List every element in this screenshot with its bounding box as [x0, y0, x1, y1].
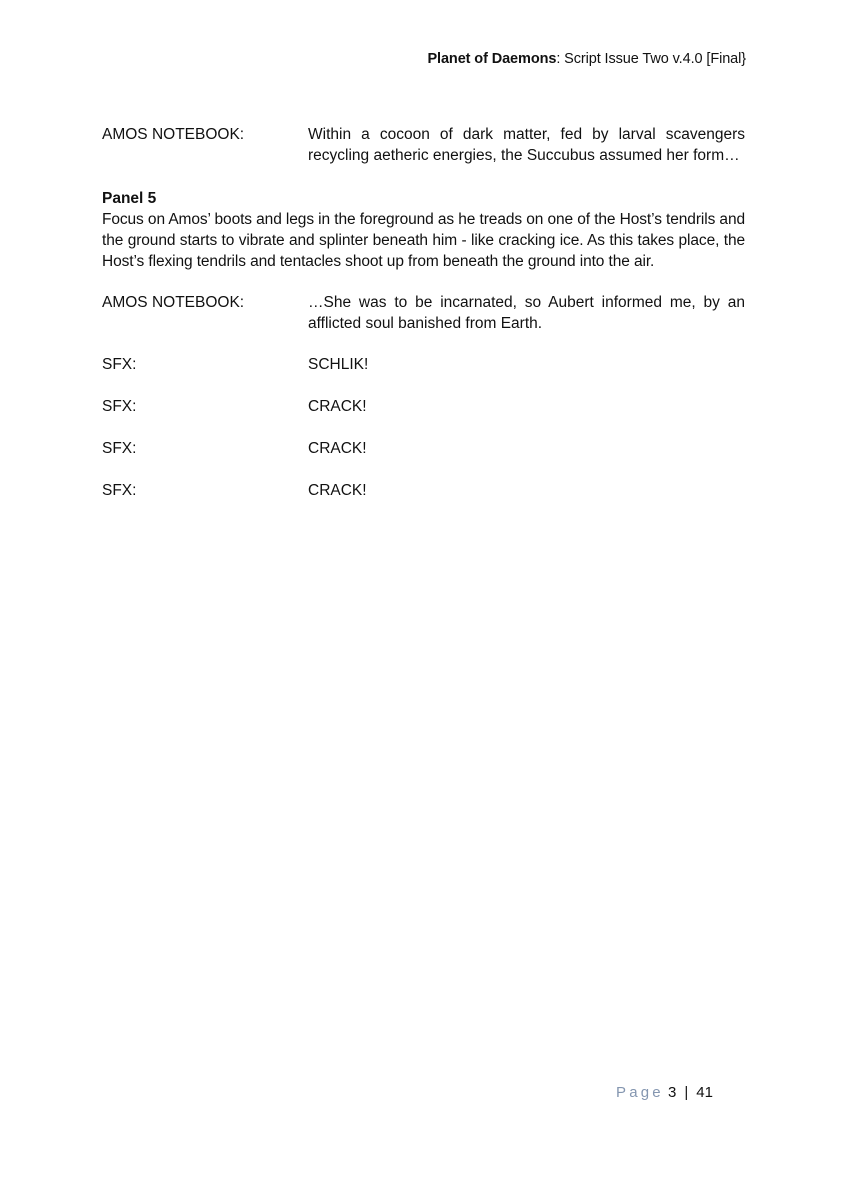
sfx-text: CRACK! — [308, 482, 367, 499]
document-title: Planet of Daemons — [427, 51, 557, 67]
sfx-row — [102, 354, 745, 375]
dialogue-row — [102, 124, 745, 166]
sfx-text: CRACK! — [308, 440, 367, 457]
sfx-row — [102, 396, 745, 417]
page-header — [427, 51, 746, 67]
page-number: 3 — [668, 1084, 677, 1101]
page-separator: | — [684, 1084, 689, 1101]
sfx-label: SFX: — [102, 440, 137, 457]
dialogue-row — [102, 292, 745, 334]
total-pages: 41 — [696, 1084, 713, 1101]
sfx-text: CRACK! — [308, 398, 367, 415]
script-body — [102, 124, 745, 501]
sfx-row — [102, 438, 745, 459]
panel-description: Focus on Amos’ boots and legs in the foreground as he treads on one of the Host’s tendrils and the ground starts to vibrate and splinter beneath him - like cracking ice. As this takes place, the Host’s flexing tendrils and tentacles shoot up from beneath the ground into the air. — [102, 211, 745, 270]
dialogue-text: Within a cocoon of dark matter, fed by larval scavengers recycling aetheric energies, the Succubus assumed her form… — [308, 126, 745, 164]
panel-heading: Panel 5 — [102, 190, 157, 207]
page-footer — [616, 1084, 713, 1101]
speaker-label: AMOS NOTEBOOK: — [102, 294, 245, 311]
document-subtitle: : Script Issue Two v.4.0 [Final} — [556, 51, 746, 67]
dialogue-text: …She was to be incarnated, so Aubert informed me, by an afflicted soul banished from Earth. — [308, 294, 745, 332]
sfx-label: SFX: — [102, 398, 137, 415]
sfx-text: SCHLIK! — [308, 356, 369, 373]
sfx-label: SFX: — [102, 356, 137, 373]
sfx-label: SFX: — [102, 482, 137, 499]
sfx-row — [102, 480, 745, 501]
speaker-label: AMOS NOTEBOOK: — [102, 126, 245, 143]
page-label: Page — [616, 1084, 664, 1101]
